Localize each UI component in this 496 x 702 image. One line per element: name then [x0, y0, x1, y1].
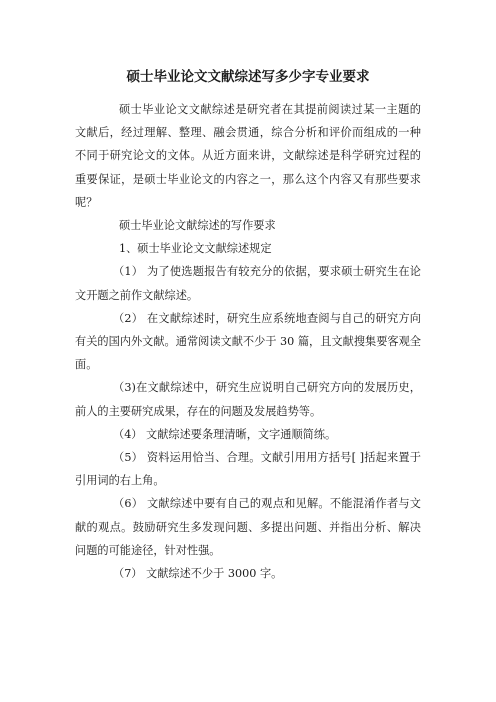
list-item-3: （3)在文献综述中，研究生应说明自己研究方向的发展历史，前人的主要研究成果，存在的问题及发展趋势等。	[75, 381, 421, 418]
document-body	[75, 98, 421, 585]
subsection-heading: 1、硕士毕业论文文献综述规定	[119, 242, 272, 256]
list-item-6: （6） 文献综述中要有自己的观点和见解。不能混淆作者与文献的观点。鼓励研究生多发现问题、多提出问题、并指出分析、解决问题的可能途径，针对性强。	[75, 497, 421, 557]
list-item-1: （1） 为了使选题报告有较充分的依据，要求硕士研究生在论文开题之前作文献综述。	[75, 265, 421, 302]
section-heading: 硕士毕业论文献综述的写作要求	[119, 219, 276, 233]
list-item-5: （5） 资料运用恰当、合理。文献引用用方括号[ ]括起来置于引用词的右上角。	[75, 451, 421, 488]
list-item-2: （2） 在文献综述时，研究生应系统地查阅与自己的研究方向有关的国内外文献。通常阅读文献不少于 30 篇，且文献搜集要客观全面。	[75, 311, 421, 372]
document-title: 硕士毕业论文文献综述写多少字专业要求	[126, 69, 370, 85]
list-item-4: （4） 文献综述要条理清晰，文字通顺简练。	[113, 427, 337, 441]
list-item-7: （7） 文献综述不少于 3000 字。	[113, 567, 283, 581]
intro-paragraph: 硕士毕业论文文献综述是研究者在其提前阅读过某一主题的文献后，经过理解、整理、融会贯通，综合分析和评价而组成的一种不同于研究论文的文体。从近方面来讲，文献综述是科学研究过程的重要保证，是硕士毕业论文的内容之一，那么这个内容又有那些要求呢？	[75, 103, 421, 209]
